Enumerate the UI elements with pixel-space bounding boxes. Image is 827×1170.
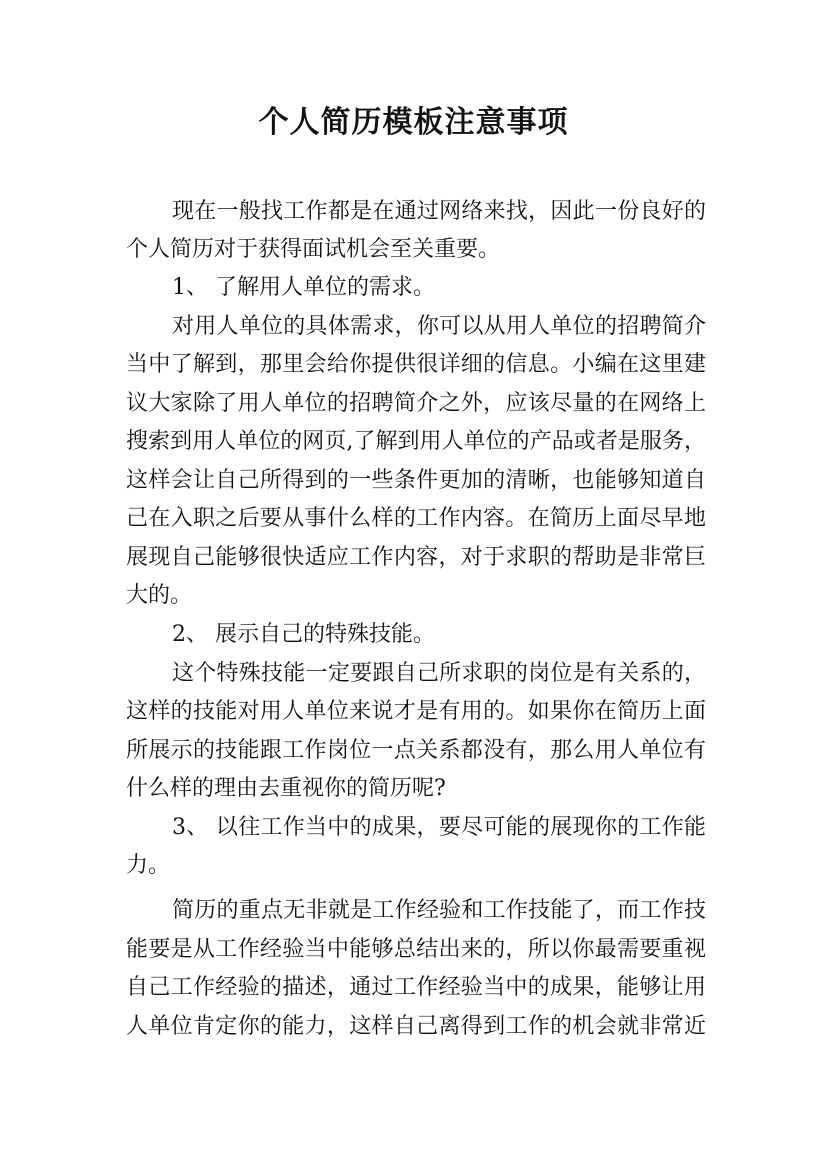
paragraph-line: 搜索到用人单位的网页,了解到用人单位的产品或者是服务， xyxy=(126,429,706,454)
document-title: 个人简历模板注意事项 xyxy=(258,105,569,140)
section-heading-2: 2、 展示自己的特殊技能。 xyxy=(172,622,435,647)
paragraph-line: 对用人单位的具体需求，你可以从用人单位的招聘简介 xyxy=(172,314,706,339)
paragraph-line: 展现自己能够很快适应工作内容，对于求职的帮助是非常巨 xyxy=(126,545,706,570)
section-heading-3: 3、 以往工作当中的成果，要尽可能的展现你的工作能 xyxy=(172,815,706,840)
paragraph-line: 议大家除了用人单位的招聘简介之外，应该尽量的在网络上 xyxy=(126,391,706,416)
paragraph-line: 这样的技能对用人单位来说才是有用的。如果你在简历上面 xyxy=(126,699,706,724)
paragraph-line: 这样会让自己所得到的一些条件更加的清晰，也能够知道自 xyxy=(126,468,706,493)
paragraph-line: 大的。 xyxy=(126,583,193,608)
paragraph-line: 简历的重点无非就是工作经验和工作技能了，而工作技 xyxy=(172,898,706,923)
paragraph-line: 所展示的技能跟工作岗位一点关系都没有，那么用人单位有 xyxy=(126,738,706,763)
section-heading-1: 1、 了解用人单位的需求。 xyxy=(172,275,435,300)
paragraph-line: 现在一般找工作都是在通过网络来找，因此一份良好的 xyxy=(172,199,706,224)
paragraph-line: 这个特殊技能一定要跟自己所求职的岗位是有关系的， xyxy=(172,661,706,686)
paragraph-line: 自己工作经验的描述，通过工作经验当中的成果，能够让用 xyxy=(126,975,706,1000)
paragraph-line: 人单位肯定你的能力，这样自己离得到工作的机会就非常近 xyxy=(126,1014,706,1039)
paragraph-line: 力。 xyxy=(126,853,171,878)
paragraph-line: 什么样的理由去重视你的简历呢? xyxy=(126,776,446,801)
paragraph-line: 当中了解到，那里会给你提供很详细的信息。小编在这里建 xyxy=(126,352,706,377)
paragraph-line: 己在入职之后要从事什么样的工作内容。在简历上面尽早地 xyxy=(126,506,706,531)
paragraph-line: 能要是从工作经验当中能够总结出来的，所以你最需要重视 xyxy=(126,937,706,962)
paragraph-line: 个人简历对于获得面试机会至关重要。 xyxy=(126,237,501,262)
